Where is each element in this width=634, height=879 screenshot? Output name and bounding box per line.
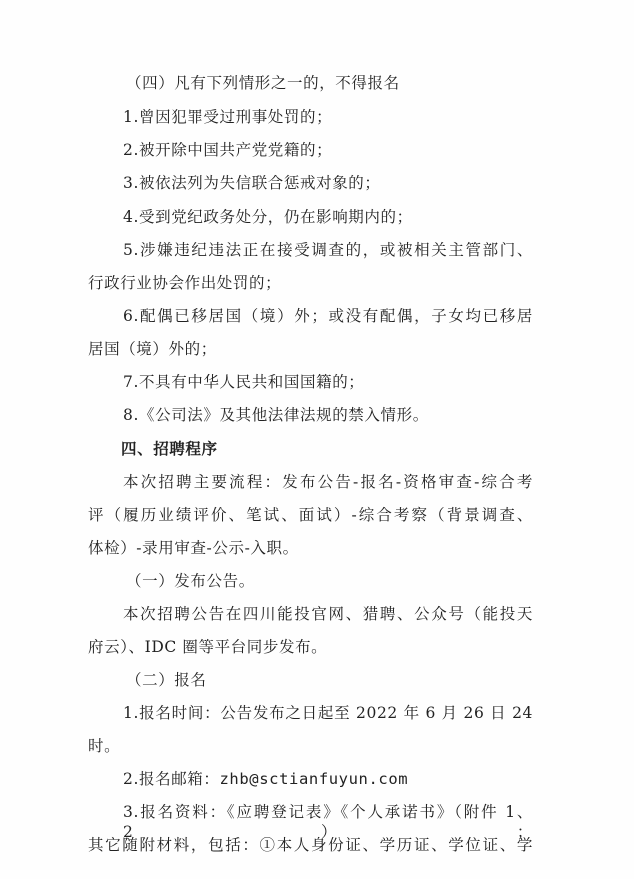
list-item-continuation: 居国（境）外的； (88, 340, 217, 358)
list-item: 6.配偶已移居国（境）外；或没有配偶，子女均已移居 (123, 307, 533, 325)
paragraph: 其它随附材料，包括：①本人身份证、学历证、学位证、学 (88, 836, 533, 854)
email-address: zhb@sctianfuyun.com (219, 770, 409, 788)
paragraph: 本次招聘公告在四川能投官网、猎聘、公众号（能投天 (123, 605, 533, 623)
paragraph: 评（履历业绩评价、笔试、面试）-综合考察（背景调查、 (88, 506, 533, 524)
section-heading-recruitment-procedure: 四、招聘程序 (121, 440, 218, 458)
paragraph: 1.报名时间：公告发布之日起至 2022 年 6 月 26 日 24 (123, 704, 533, 722)
paragraph: 时。 (88, 737, 121, 755)
paragraph: 本次招聘主要流程：发布公告-报名-资格审查-综合考 (123, 473, 533, 491)
list-item: 4.受到党纪政务处分，仍在影响期内的； (123, 208, 413, 226)
subsection-heading: （一）发布公告。 (126, 572, 255, 590)
subsection-four-disqualifications: （四）凡有下列情形之一的，不得报名 (126, 74, 400, 92)
subsection-heading: （二）报名 (126, 671, 207, 689)
email-label: 2.报名邮箱： (123, 770, 220, 788)
list-item: 2.被开除中国共产党党籍的； (123, 141, 333, 159)
paragraph (123, 769, 408, 789)
paragraph: 体检）-录用审查-公示-入职。 (88, 539, 299, 557)
list-item: 3.被依法列为失信联合惩戒对象的； (123, 174, 381, 192)
list-item: 7.不具有中华人民共和国国籍的； (123, 373, 365, 391)
paragraph: 3.报名资料：《应聘登记表》《个人承诺书》（附件 1、2）； (123, 803, 533, 841)
paragraph: 府云）、IDC 圈等平台同步发布。 (88, 638, 328, 656)
list-item-continuation: 行政行业协会作出处罚的； (88, 274, 282, 292)
list-item: 8.《公司法》及其他法律法规的禁入情形。 (123, 406, 429, 424)
list-item: 1.曾因犯罪受过刑事处罚的； (123, 108, 333, 126)
list-item: 5.涉嫌违纪违法正在接受调查的，或被相关主管部门、 (123, 241, 533, 259)
